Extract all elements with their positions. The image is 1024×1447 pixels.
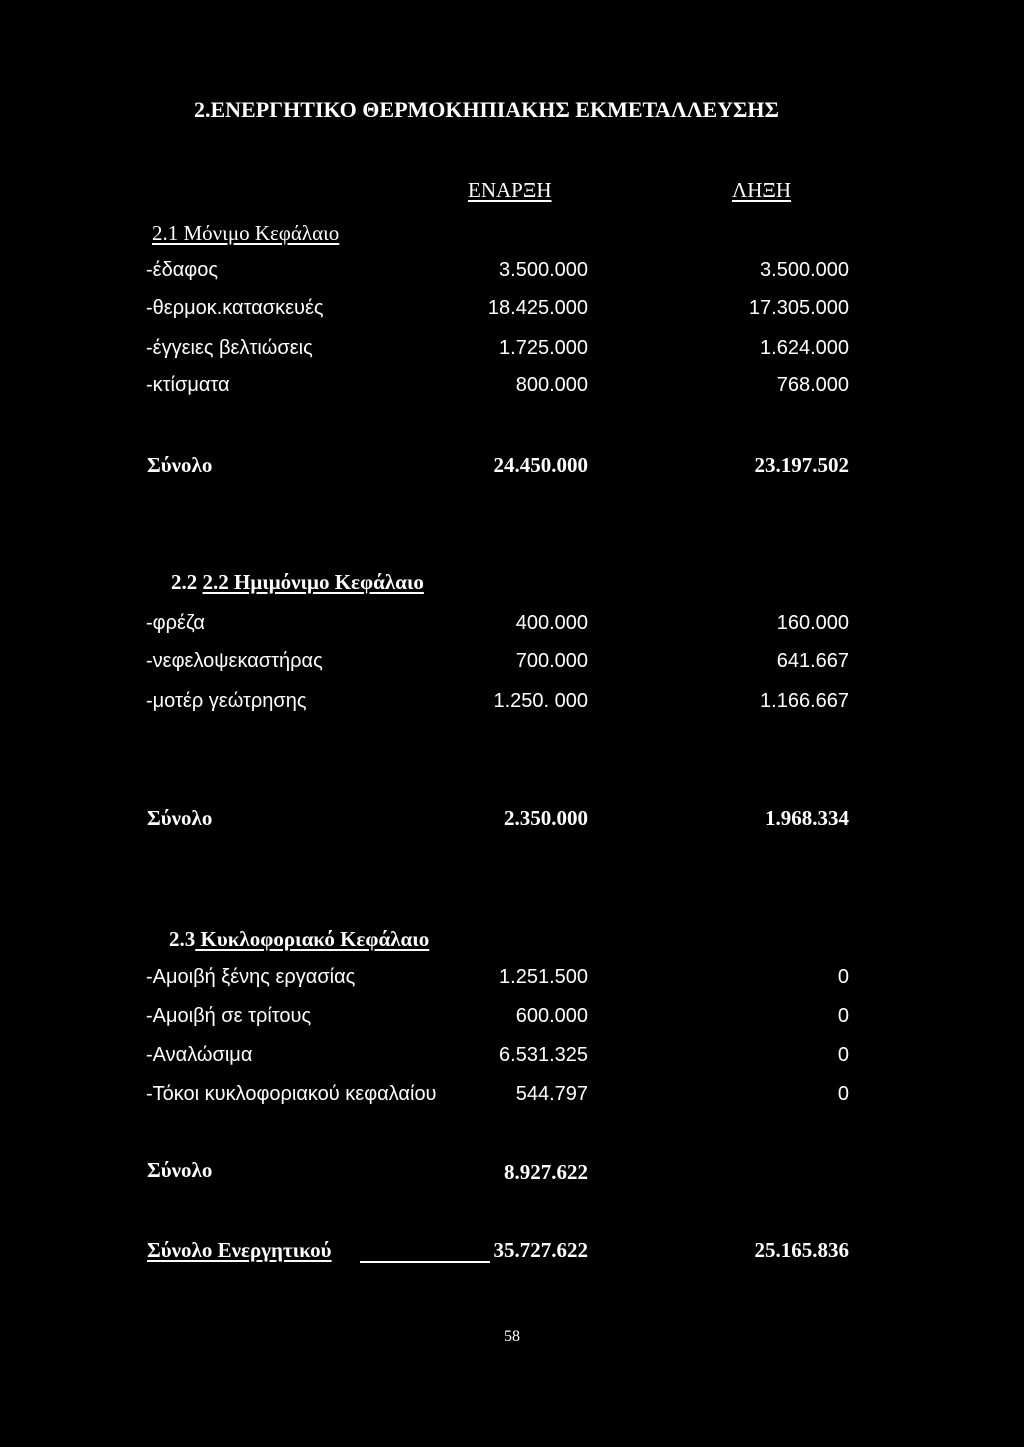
row-label: -έδαφος (146, 259, 219, 281)
row-value-start: 1.725.000 (499, 337, 588, 359)
column-header-start: ΕΝΑΡΞΗ (468, 178, 552, 202)
section-heading-fixed-capital: 2.1 Μόνιμο Κεφάλαιο (152, 221, 340, 245)
row-value-end: 768.000 (776, 374, 849, 396)
total-value-start: 2.350.000 (504, 806, 588, 830)
total-value-start: 24.450.000 (493, 453, 588, 477)
row-label: -Τόκοι κυκλοφοριακού κεφαλαίου (146, 1083, 437, 1105)
row-value-start: 1.250. 000 (493, 690, 588, 712)
total-label: Σύνολο (147, 453, 213, 477)
grand-total-value-end: 25.165.836 (754, 1238, 849, 1262)
row-label: -θερμοκ.κατασκευές (146, 297, 324, 319)
row-value-end: 1.166.667 (760, 690, 849, 712)
section-heading-semi-fixed-capital (171, 570, 424, 594)
row-value-start: 700.000 (515, 650, 588, 672)
row-value-start: 18.425.000 (487, 297, 588, 319)
row-value-start: 400.000 (515, 612, 588, 634)
section-heading-text: Κυκλοφοριακό Κεφάλαιο (195, 927, 430, 951)
row-value-start: 600.000 (515, 1005, 588, 1027)
row-value-start: 800.000 (515, 374, 588, 396)
row-value-end: 17.305.000 (748, 297, 849, 319)
total-label: Σύνολο (147, 806, 213, 830)
grand-total-leader-line (360, 1261, 490, 1263)
row-value-end: 160.000 (776, 612, 849, 634)
grand-total-label: Σύνολο Ενεργητικού (147, 1238, 332, 1262)
row-value-end: 0 (837, 966, 849, 988)
row-value-start: 1.251.500 (499, 966, 588, 988)
row-label: -έγγειες βελτιώσεις (146, 337, 313, 359)
row-value-start: 3.500.000 (499, 259, 588, 281)
row-value-start: 6.531.325 (499, 1044, 588, 1066)
column-header-end: ΛΗΞΗ (732, 178, 792, 202)
grand-total-value-start: 35.727.622 (493, 1238, 588, 1262)
total-value-end: 1.968.334 (765, 806, 849, 830)
row-label: -κτίσματα (146, 374, 230, 396)
page-number: 58 (504, 1328, 520, 1345)
row-label: -νεφελοψεκαστήρας (146, 650, 323, 672)
page-title: 2.ΕΝΕΡΓΗΤΙΚΟ ΘΕΡΜΟΚΗΠΙΑΚΗΣ ΕΚΜΕΤΑΛΛΕΥΣΗΣ (194, 97, 779, 122)
row-label: -Αμοιβή σε τρίτους (146, 1005, 312, 1027)
row-label: -φρέζα (146, 612, 205, 634)
row-label: -Αναλώσιμα (146, 1044, 253, 1066)
total-label: Σύνολο (147, 1158, 213, 1182)
row-value-end: 1.624.000 (760, 337, 849, 359)
row-value-end: 3.500.000 (760, 259, 849, 281)
row-value-end: 0 (837, 1005, 849, 1027)
row-value-end: 0 (837, 1044, 849, 1066)
section-number: 2.3 (169, 927, 196, 951)
row-label: -Αμοιβή ξένης εργασίας (146, 966, 356, 988)
total-value-start: 8.927.622 (504, 1160, 588, 1184)
section-heading-working-capital (169, 927, 429, 951)
row-value-start: 544.797 (515, 1083, 588, 1105)
row-value-end: 0 (837, 1083, 849, 1105)
total-value-end: 23.197.502 (754, 453, 849, 477)
section-number: 2.2 (171, 570, 203, 594)
row-value-end: 641.667 (776, 650, 849, 672)
section-heading-text: 2.2 Ημιμόνιμο Κεφάλαιο (202, 570, 424, 594)
row-label: -μοτέρ γεώτρησης (146, 690, 307, 712)
